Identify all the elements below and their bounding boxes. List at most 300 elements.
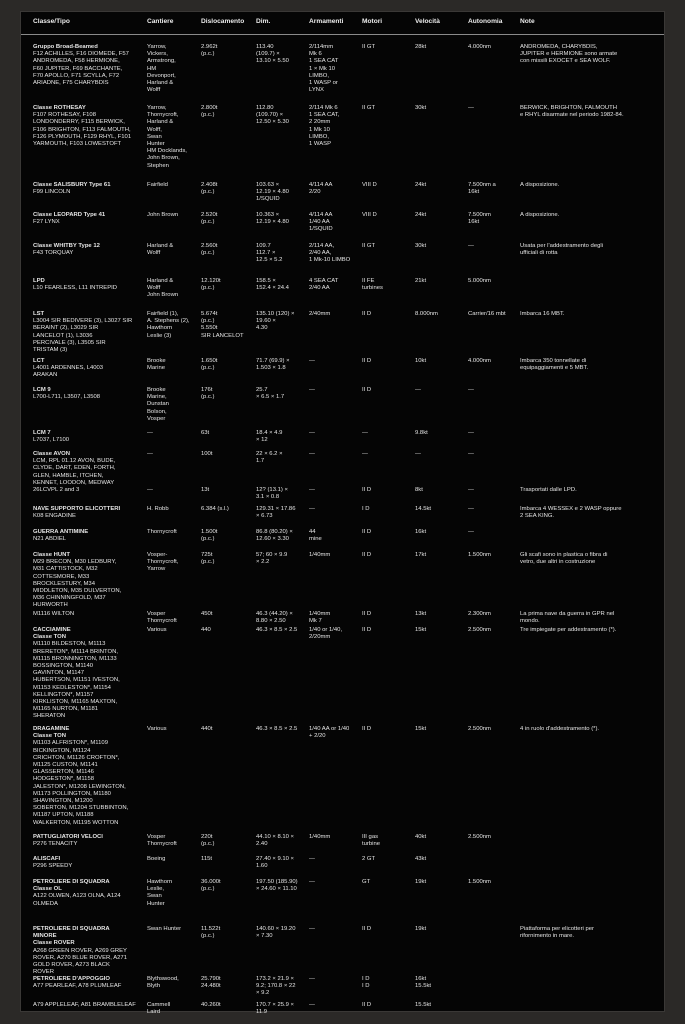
engines-cell (362, 487, 407, 494)
armament-cell (309, 182, 363, 196)
dimensions-text: 112.80 (109.70) × 12.50 × 5.30 (256, 105, 289, 126)
range-cell (468, 311, 520, 318)
displacement-cell (201, 926, 251, 940)
notes-text: Gli scafi sono in plastica o fibra di vetro, due altri in costruzione (520, 552, 608, 566)
shipyard-cell (147, 182, 197, 189)
range-text: 2.500nm (468, 627, 491, 633)
shipyard-cell (147, 212, 197, 219)
engines-cell (362, 1002, 407, 1009)
range-cell (468, 182, 520, 196)
range-text: 7.500nm 16kt (468, 212, 491, 226)
range-text: — (468, 430, 474, 436)
armament-text: 44 mine (309, 529, 322, 543)
speed-cell (415, 278, 455, 285)
shipyard-text: Various (147, 726, 167, 732)
notes-cell (520, 552, 662, 566)
engines-text: III gas turbine (362, 834, 381, 848)
dimensions-cell (256, 311, 311, 333)
ship-names-cell (33, 611, 155, 618)
ship-names-cell (33, 726, 155, 827)
speed-text: 16kt (415, 529, 427, 535)
speed-text: 8kt (415, 487, 423, 493)
dimensions-text: 158.5 × 152.4 × 24.4 (256, 278, 289, 292)
col-dislocamento: Dislocamento (201, 18, 245, 25)
engines-cell (362, 212, 407, 219)
notes-text: Imbarca 350 tonnellate di equipaggiamenti e 5 MBT. (520, 358, 589, 372)
notes-cell (520, 311, 662, 318)
displacement-text: 115t (201, 856, 213, 862)
notes-cell (520, 243, 662, 257)
shipyard-cell (147, 243, 197, 257)
displacement-text: 450t (201, 611, 213, 617)
dimensions-text: 18.4 × 4.9 × 12 (256, 430, 283, 444)
displacement-text: 13t (201, 487, 210, 493)
notes-cell (520, 105, 662, 119)
speed-cell (415, 487, 455, 494)
armament-text: 2/114mm Mk 6 1 SEA CAT 1 × Mk 10 LIMBO, 1 WASP or LYNX (309, 44, 339, 94)
armament-text: — (309, 926, 315, 932)
notes-text: BERWICK, BRIGHTON, FALMOUTH e RHYL disarmate nel periodo 1982-84. (520, 105, 624, 119)
range-text: 1.500nm (468, 552, 491, 558)
notes-cell (520, 44, 662, 66)
shipyard-cell (147, 387, 197, 423)
speed-cell (415, 611, 455, 618)
notes-cell (520, 726, 662, 733)
speed-text: 28kt (415, 44, 427, 50)
engines-text: I D I D (362, 976, 370, 990)
class-heading: PETROLIERE D'APPOGGIO (33, 976, 111, 982)
speed-cell (415, 552, 455, 559)
dimensions-cell (256, 105, 311, 127)
displacement-cell (201, 856, 251, 863)
notes-text: A disposizione. (520, 212, 560, 218)
speed-text: — (415, 387, 421, 393)
shipyard-cell (147, 278, 197, 300)
shipyard-cell (147, 506, 197, 513)
engines-cell (362, 879, 407, 886)
dimensions-cell (256, 487, 311, 501)
armament-text: — (309, 451, 315, 457)
speed-cell (415, 529, 455, 536)
dimensions-text: 129.31 × 17.86 × 6.73 (256, 506, 296, 520)
ship-names-cell (33, 387, 155, 401)
displacement-cell (201, 387, 251, 401)
range-cell (468, 430, 520, 437)
dimensions-text: 10.363 × 12.19 × 4.80 (256, 212, 289, 226)
shipyard-cell (147, 856, 197, 863)
shipyard-cell (147, 487, 197, 494)
armament-text: 1/40mm (309, 834, 331, 840)
ship-names-text: 26LCVPL 2 and 3 (33, 487, 80, 493)
notes-cell (520, 212, 662, 219)
notes-text: Imbarca 4 WESSEX e 2 WASP oppure 2 SEA KING. (520, 506, 622, 520)
ship-names-cell (33, 451, 155, 487)
notes-cell (520, 926, 662, 940)
displacement-text: 1.650t (p.c.) (201, 358, 218, 372)
engines-text: II D (362, 926, 372, 932)
displacement-text: 25.790t 24.480t (201, 976, 221, 990)
speed-text: 19kt (415, 879, 427, 885)
range-text: 2.500nm (468, 726, 491, 732)
class-heading: LCT (33, 358, 45, 364)
dimensions-cell (256, 451, 311, 465)
armament-cell (309, 726, 363, 740)
displacement-text: 440 (201, 627, 211, 633)
armament-cell (309, 358, 363, 365)
armament-cell (309, 506, 363, 513)
dimensions-cell (256, 387, 311, 401)
engines-cell (362, 552, 407, 559)
engines-cell (362, 311, 407, 318)
engines-cell (362, 726, 407, 733)
shipyard-cell (147, 311, 197, 340)
class-heading: LCM 9 (33, 387, 51, 393)
speed-text: 14.5kt (415, 506, 432, 512)
dimensions-cell (256, 430, 311, 444)
displacement-cell (201, 487, 251, 494)
displacement-text: 40.260t (201, 1002, 221, 1008)
armament-cell (309, 311, 363, 318)
dimensions-cell (256, 182, 311, 204)
displacement-text: 440t (201, 726, 213, 732)
ship-names-text: K08 ENGADINE (33, 513, 76, 520)
displacement-cell (201, 611, 251, 618)
engines-cell (362, 105, 407, 112)
range-text: 4.000nm (468, 44, 491, 50)
engines-text: 2 GT (362, 856, 376, 862)
displacement-text: 176t (p.c.) (201, 387, 215, 401)
shipyard-text: Cammell Laird (147, 1002, 171, 1016)
notes-text: Usata per l'addestramento degli ufficiali di rotta (520, 243, 603, 257)
class-heading: Classe AVON (33, 451, 70, 457)
ship-names-text: A79 APPLELEAF, A81 BRAMBLELEAF (33, 1002, 136, 1008)
engines-cell (362, 182, 407, 189)
dimensions-text: 170.7 × 25.9 × 11.9 (256, 1002, 294, 1016)
speed-cell (415, 358, 455, 365)
armament-text: — (309, 430, 315, 436)
dimensions-text: 103.63 × 12.19 × 4.80 1/SQUID (256, 182, 289, 203)
dimensions-text: 135.10 (120) × 19.60 × 4.30 (256, 311, 295, 332)
dimensions-text: 140.60 × 19.20 × 7.30 (256, 926, 296, 940)
ship-names-text: F12 ACHILLES, F16 DIOMEDE, F57 ANDROMEDA, F58 HERMIONE, F60 JUPITER, F69 BACCHANTE, F70 APOLLO, F71 SCYLLA, F72 ARIADNE, F75 CHARYBDIS (33, 51, 129, 87)
displacement-text: 2.408t (p.c.) (201, 182, 218, 196)
class-heading: Classe SALISBURY Type 61 (33, 182, 111, 188)
displacement-cell (201, 726, 251, 733)
class-heading: LPD (33, 278, 45, 284)
shipyard-cell (147, 611, 197, 625)
class-heading: Gruppo Broad-Beamed (33, 44, 98, 50)
speed-text: — (415, 451, 421, 457)
class-heading: LCM 7 (33, 430, 51, 436)
ship-names-text: L700-L711, L3507, L3508 (33, 394, 101, 401)
shipyard-text: Swan Hunter (147, 926, 182, 932)
dimensions-cell (256, 726, 311, 733)
engines-text: II D (362, 529, 372, 535)
range-text: 1.500nm (468, 879, 491, 885)
range-text: — (468, 243, 474, 249)
range-cell (468, 387, 520, 394)
ship-names-text: F27 LYNX (33, 219, 60, 226)
notes-text: Tre impiegate per addestramento (*). (520, 627, 617, 633)
speed-cell (415, 506, 455, 513)
engines-cell (362, 926, 407, 933)
range-text: 2.500nm (468, 834, 491, 840)
displacement-text: 12.120t (p.c.) (201, 278, 221, 292)
ship-names-cell (33, 1002, 155, 1009)
armament-cell (309, 105, 363, 148)
engines-text: II D (362, 726, 372, 732)
armament-text: 4 SEA CAT 2/40 AA (309, 278, 339, 292)
speed-text: 8.000nm (415, 311, 438, 317)
ship-names-text: L4001 ARDENNES, L4003 ARAKAN (33, 365, 104, 379)
range-text: Carrier/16 mbt (468, 311, 506, 317)
ship-names-text: A268 GREEN ROVER, A269 GREY ROVER, A270 BLUE ROVER, A271 GOLD ROVER, A273 BLACK ROVER (33, 947, 127, 976)
class-heading: Classe WHITBY Type 12 (33, 243, 100, 249)
shipyard-text: Yarrow, Vickers, Armstrong, HM Devonport, Harland & Wolff (147, 44, 176, 94)
engines-text: II FE turbines (362, 278, 383, 292)
ship-names-text: P296 SPEEDY (33, 863, 73, 870)
speed-cell (415, 879, 455, 886)
shipyard-cell (147, 627, 197, 634)
armament-cell (309, 856, 363, 863)
class-heading: LST (33, 311, 45, 317)
dimensions-text: 46.3 × 8.5 × 2.5 (256, 627, 298, 633)
shipyard-text: Boeing (147, 856, 166, 862)
shipyard-text: Various (147, 627, 167, 633)
shipyard-text: Vosper Thornycroft (147, 834, 177, 848)
speed-cell (415, 430, 455, 437)
dimensions-text: 44.10 × 8.10 × 2.40 (256, 834, 294, 848)
armament-text: 1/40 or 1/40, 2/20mm (309, 627, 343, 641)
range-cell (468, 44, 520, 51)
shipyard-text: — (147, 451, 153, 457)
dimensions-text: 12? (13.1) × 3.1 × 0.8 (256, 487, 288, 501)
notes-cell (520, 627, 662, 634)
ship-names-text: F107 ROTHESAY, F108 LONDONDERRY, F115 BERWICK, F106 BRIGHTON, F113 FALMOUTH, F126 PLYMOUTH, F129 RHYL, F101 YARMOUTH, F103 LOWESTOFT (33, 112, 132, 148)
ship-names-cell (33, 976, 155, 990)
speed-text: 15kt (415, 627, 427, 633)
engines-cell (362, 611, 407, 618)
dimensions-cell (256, 627, 311, 634)
displacement-text: 725t (p.c.) (201, 552, 215, 566)
shipyard-text: Fairfield (147, 182, 168, 188)
armament-text: — (309, 976, 315, 982)
armament-text: — (309, 487, 315, 493)
range-cell (468, 529, 520, 536)
range-text: — (468, 105, 474, 111)
class-heading: Classe HUNT (33, 552, 70, 558)
engines-cell (362, 430, 407, 437)
ship-names-text: LCM, RPL 01.12 AVON, BUDE, CLYDE, DART, EDEN, FORTH, GLEN, HAMBLE, ITCHEN, KENNET, LOODON, MEDWAY (33, 458, 116, 486)
ship-names-cell (33, 529, 155, 543)
dimensions-cell (256, 879, 311, 893)
ship-names-cell (33, 243, 155, 257)
displacement-cell (201, 358, 251, 372)
engines-cell (362, 278, 407, 292)
dimensions-cell (256, 243, 311, 265)
speed-text: 24kt (415, 182, 427, 188)
class-heading: NAVE SUPPORTO ELICOTTERI (33, 506, 121, 512)
range-cell (468, 611, 520, 618)
dimensions-cell (256, 506, 311, 520)
shipyard-text: Harland & Wolff (147, 243, 174, 257)
col-cantiere: Cantiere (147, 18, 174, 25)
displacement-cell (201, 430, 251, 437)
ship-names-text: L3004 SIR BEDIVERE (3), L3027 SIR BERAINT (2), L3029 SIR LANCELOT (1), L3036 PERCIVALE (3), L3505 SIR TRISTAM (3) (33, 318, 133, 354)
dimensions-text: 113.40 (109.7) × 13.10 × 5.50 (256, 44, 289, 65)
shipyard-text: Fairfield (1), A. Stephens (2), Hawthorn Leslie (3) (147, 311, 190, 339)
displacement-text: 2.560t (p.c.) (201, 243, 218, 257)
dimensions-cell (256, 834, 311, 848)
shipyard-cell (147, 976, 197, 990)
armament-cell (309, 212, 363, 234)
speed-cell (415, 182, 455, 189)
shipyard-text: — (147, 487, 153, 493)
dimensions-text: 57; 60 × 9.9 × 2.2 (256, 552, 288, 566)
ship-names-cell (33, 212, 155, 226)
col-dim: Dim. (256, 18, 271, 25)
ship-names-cell (33, 552, 155, 610)
engines-cell (362, 976, 407, 990)
shipyard-cell (147, 726, 197, 733)
dimensions-cell (256, 529, 311, 543)
range-text: — (468, 506, 474, 512)
armament-cell (309, 611, 363, 625)
fleet-table-page (20, 11, 665, 1016)
col-note: Note (520, 18, 535, 25)
displacement-cell (201, 311, 251, 340)
engines-text: II D (362, 611, 372, 617)
notes-text: 4 in ruolo d'addestramento (*). (520, 726, 600, 732)
engines-text: II D (362, 552, 372, 558)
notes-cell (520, 487, 662, 494)
engines-cell (362, 387, 407, 394)
ship-names-cell (33, 506, 155, 520)
ship-names-text: M1110 BILDESTON, M1113 BRERETON*, M1114 BRINTON, M1115 BRONNINGTON, M1133 BOSSINGTON, M1140 GAVINTON, M1147 HUBERTSON, M1151 IVESTON, M1153 KEDLESTON*, M1154 KELLINGTON*, M1157 KIRKLISTON, M1165 MAXTON, M1165 NURTON, M1181 SHERATON (33, 641, 120, 720)
speed-cell (415, 105, 455, 112)
dimensions-cell (256, 926, 311, 940)
speed-text: 16kt 15.5kt (415, 976, 432, 990)
speed-cell (415, 1002, 455, 1009)
engines-text: GT (362, 879, 371, 885)
range-cell (468, 879, 520, 886)
dimensions-cell (256, 976, 311, 998)
engines-text: II D (362, 627, 372, 633)
col-motori: Motori (362, 18, 383, 25)
speed-text: 24kt (415, 212, 427, 218)
shipyard-cell (147, 430, 197, 437)
armament-cell (309, 879, 363, 886)
armament-cell (309, 529, 363, 543)
range-cell (468, 506, 520, 513)
ship-names-cell (33, 358, 155, 380)
engines-text: II D (362, 311, 372, 317)
speed-cell (415, 243, 455, 250)
col-classe: Classe/Tipo (33, 18, 70, 25)
engines-text: — (362, 430, 368, 436)
armament-cell (309, 834, 363, 841)
col-velocita: Velocità (415, 18, 440, 25)
displacement-text: 100t (201, 451, 213, 457)
displacement-text: 2.520t (p.c.) (201, 212, 218, 226)
range-cell (468, 105, 520, 112)
displacement-cell (201, 1002, 251, 1009)
speed-cell (415, 856, 455, 863)
engines-cell (362, 358, 407, 365)
range-cell (468, 487, 520, 494)
armament-cell (309, 627, 363, 641)
ship-names-cell (33, 926, 155, 976)
displacement-cell (201, 976, 251, 990)
speed-text: 9.8kt (415, 430, 428, 436)
speed-text: 30kt (415, 105, 427, 111)
armament-text: 2/114 AA, 2/40 AA, 1 Mk-10 LIMBO (309, 243, 351, 264)
ship-names-text: M1103 ALFRISTON*, M1109 BICKINGTON, M1124 CRICHTON, M1126 CROFTON*, M1125 CUSTON, M1141 GLASSERTON, M1146 HODGESTON*, M1158 JALESTON*, M1208 LEWINGTON, M1173 POLLINGTON, M1180 SHAVINGTON, M1200 SOBERTON, M1204 STUBBINTON, M1187 UPTON, M1188 WALKERTON, M1195 WOTTON (33, 740, 129, 826)
shipyard-cell (147, 834, 197, 848)
engines-cell (362, 834, 407, 848)
engines-cell (362, 529, 407, 536)
ship-names-cell (33, 856, 155, 870)
speed-cell (415, 834, 455, 841)
range-cell (468, 726, 520, 733)
shipyard-text: Yarrow, Thornycroft, Harland & Wolff, Swan Hunter HM Docklands, John Brown, Stephen (147, 105, 187, 169)
dimensions-text: 173.2 × 21.9 × 9.2; 170.8 × 22 × 9.2 (256, 976, 296, 997)
notes-text: Piattaforma per elicotteri per rifornimento in mare. (520, 926, 594, 940)
class-heading: ALISCAFI (33, 856, 61, 862)
class-heading: Classe LEOPARD Type 41 (33, 212, 106, 218)
ship-names-cell (33, 278, 155, 292)
armament-text: 1/40mm (309, 552, 331, 558)
shipyard-cell (147, 1002, 197, 1016)
notes-cell (520, 182, 662, 189)
shipyard-cell (147, 879, 197, 908)
ship-names-cell (33, 487, 155, 494)
armament-text: — (309, 387, 315, 393)
class-heading: PETROLIERE DI SQUADRA MINORE Classe ROVER (33, 926, 110, 947)
armament-cell (309, 44, 363, 94)
displacement-cell (201, 552, 251, 566)
speed-cell (415, 212, 455, 219)
shipyard-cell (147, 105, 197, 170)
displacement-cell (201, 212, 251, 226)
engines-cell (362, 856, 407, 863)
armament-text: 4/114 AA 1/40 AA 1/SQUID (309, 212, 333, 233)
armament-text: — (309, 358, 315, 364)
range-cell (468, 834, 520, 841)
ship-names-cell (33, 879, 155, 908)
shipyard-text: Hawthorn Leslie, Swan Hunter (147, 879, 173, 907)
dimensions-cell (256, 212, 311, 226)
col-autonomia: Autonomia (468, 18, 503, 25)
ship-names-cell (33, 311, 155, 354)
shipyard-cell (147, 926, 197, 933)
shipyard-cell (147, 529, 197, 536)
displacement-cell (201, 451, 251, 458)
armament-text: 2/114 Mk 6 1 SEA CAT, 2 20mm 1 Mk 10 LIMBO, 1 WASP (309, 105, 340, 148)
dimensions-cell (256, 358, 311, 372)
displacement-cell (201, 506, 251, 513)
armament-text: 4/114 AA 2/20 (309, 182, 333, 196)
dimensions-cell (256, 278, 311, 292)
armament-cell (309, 451, 363, 458)
notes-text: ANDROMEDA, CHARYBDIS, JUPITER e HERMIONE sono armate con missili EXOCET e SEA WOLF. (520, 44, 618, 65)
displacement-cell (201, 182, 251, 196)
displacement-text: 5.674t (p.c.) 5.550t SIR LANCELOT (201, 311, 244, 339)
shipyard-text: John Brown (147, 212, 179, 218)
col-armamenti: Armamenti (309, 18, 344, 25)
ship-names-text: L7037, L7100 (33, 437, 70, 444)
displacement-text: 6.384 (s.l.) (201, 506, 229, 512)
